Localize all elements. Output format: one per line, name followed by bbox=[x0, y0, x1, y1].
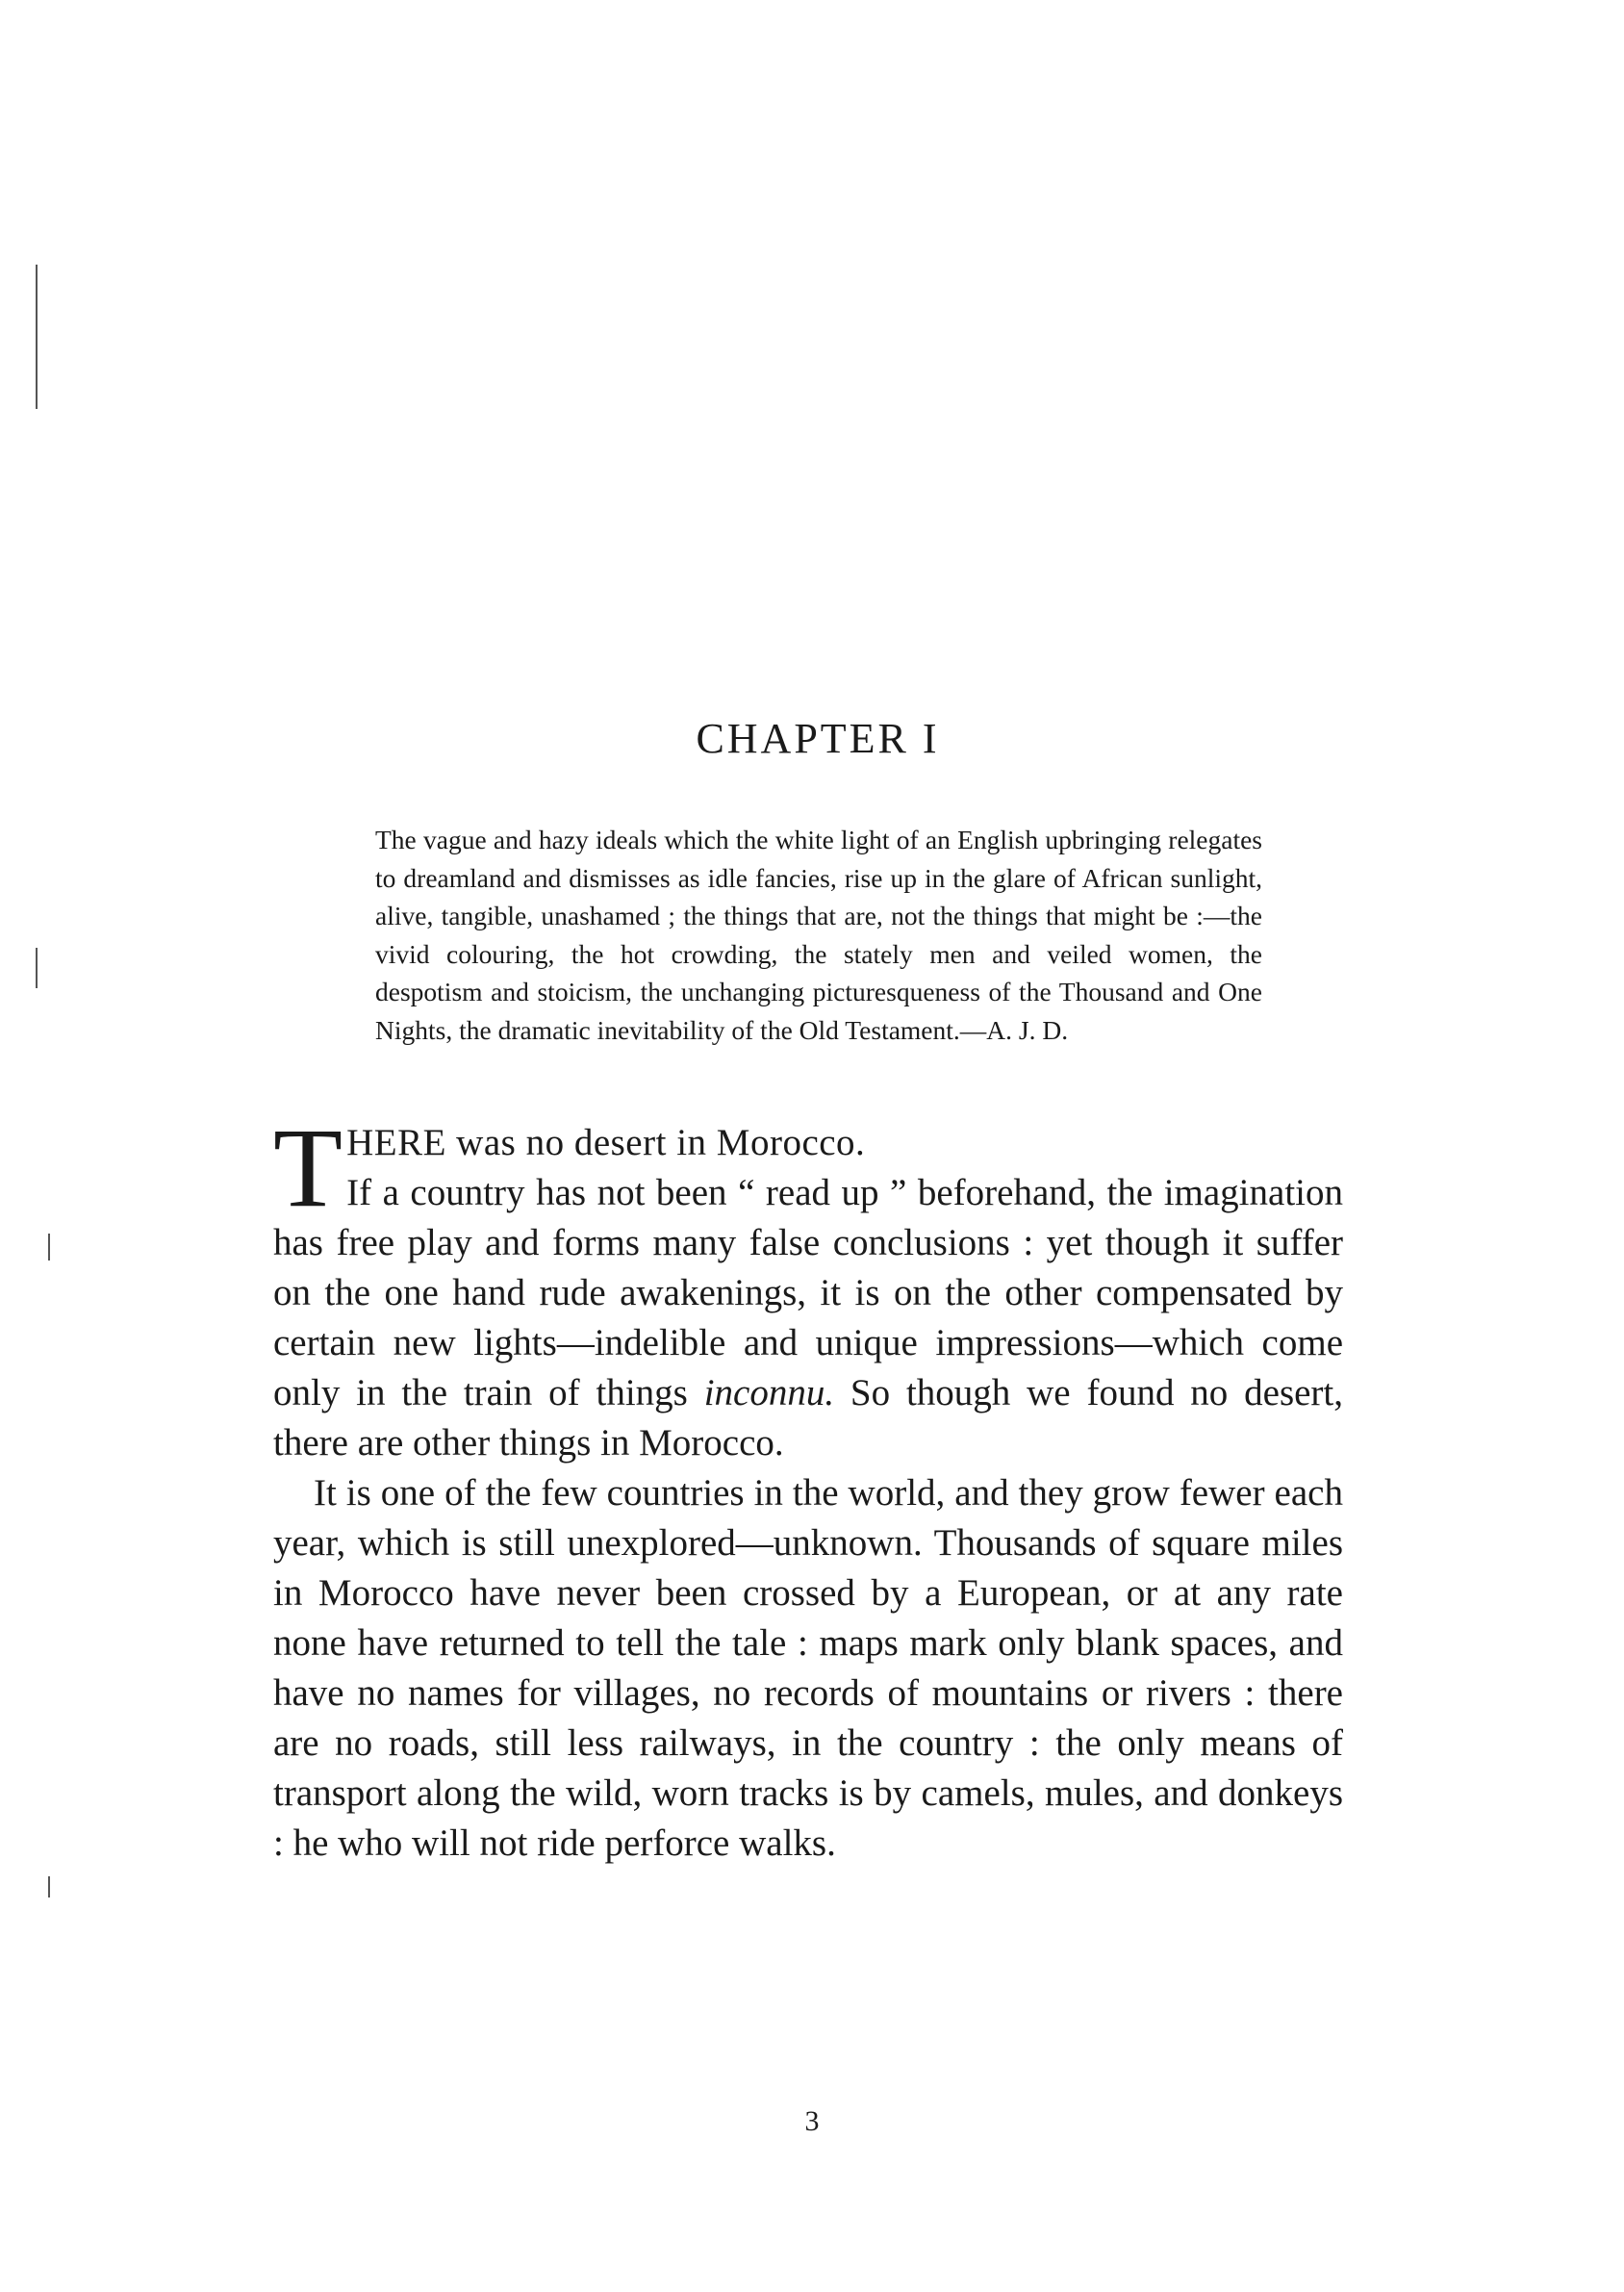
first-line: HERE was no desert in Morocco. bbox=[346, 1122, 866, 1163]
chapter-title: CHAPTER I bbox=[696, 715, 940, 762]
paragraph-1-tail: So though we found no desert, there are other things in Morocco. bbox=[273, 1372, 1344, 1464]
scan-mark bbox=[48, 1876, 50, 1897]
page-number: 3 bbox=[804, 2105, 820, 2137]
paragraph-1 bbox=[273, 1105, 1344, 1468]
paragraph-1-text: If a country has not been “ read up ” beforehand, the imagination has free play and forms many false conclusions : yet though it suffer on the one hand rude awakenings, it is on the other compensated by certain new lights—indelible and unique impressions—which come only in the train of things bbox=[273, 1172, 1343, 1413]
scan-mark bbox=[36, 948, 38, 988]
drop-cap: T bbox=[273, 1105, 343, 1231]
paragraph-2: It is one of the few countries in the world, and they grow fewer each year, which is still unexplored—unknown. Thousands of square miles in Morocco have never been crossed by a European, or at any rate none have returned to tell the tale : maps mark only blank spaces, and have no names for villages, no records of mountains or rivers : there are no roads, still less railways, in the country : the only means of transport along the wild, worn tracks is by camels, mules, and donkeys : he who will not ride perforce walks. bbox=[273, 1472, 1343, 1864]
scan-mark bbox=[36, 265, 38, 409]
scan-mark bbox=[48, 1234, 50, 1261]
main-text bbox=[273, 1105, 1344, 1869]
italic-word: inconnu. bbox=[703, 1372, 835, 1413]
epigraph: The vague and hazy ideals which the white light of an English upbringing relegates to dreamland and dismisses as idle fancies, rise up in the glare of African sunlight, alive, tangible, unashamed ; the things that are, not the things that might be :—the vivid colouring, the hot crowding, the stately men and veiled women, the despotism and stoicism, the unchanging picturesqueness of the Thousand and One Nights, the dramatic inevitability of the Old Testament.—A. J. D. bbox=[375, 825, 1262, 1045]
